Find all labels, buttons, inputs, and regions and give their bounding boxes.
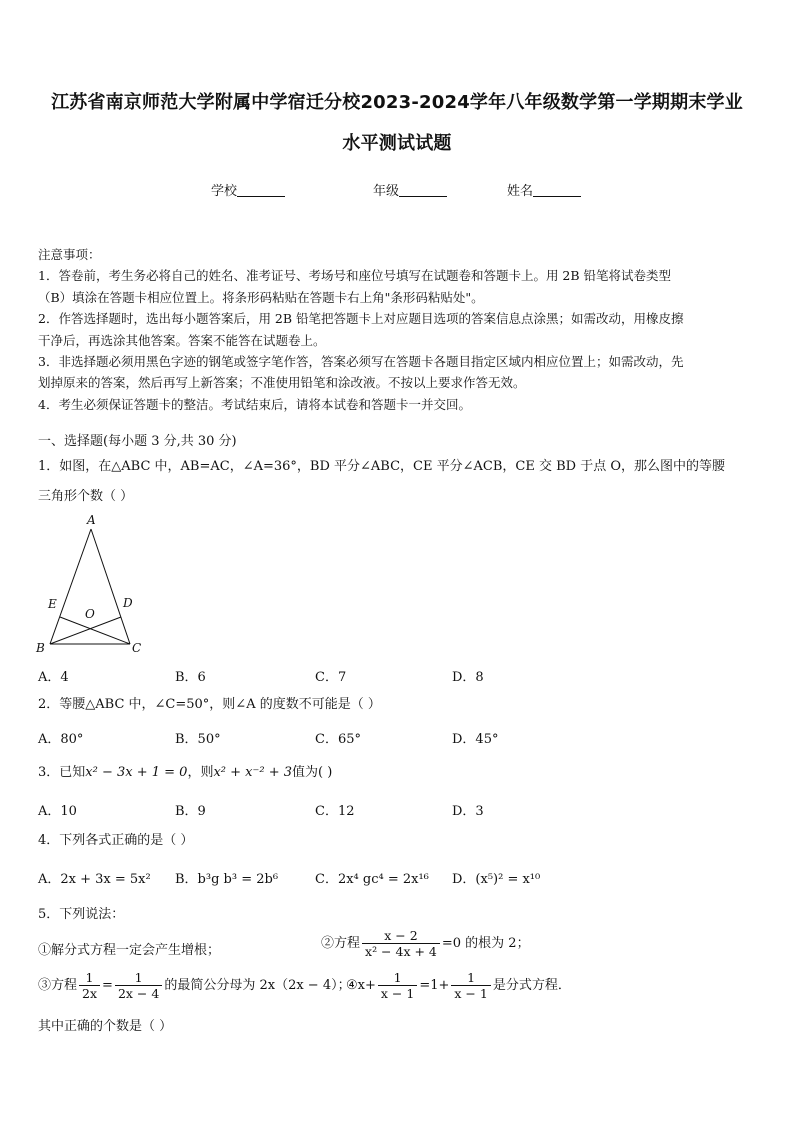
denominator: x − 1 xyxy=(380,986,415,1001)
question-5-text: 5．下列说法： xyxy=(38,907,125,922)
name-label: 姓名 xyxy=(507,184,534,199)
label-c: C xyxy=(132,641,142,655)
grade-blank[interactable] xyxy=(399,182,447,197)
school-blank[interactable] xyxy=(237,182,285,197)
segment-bd xyxy=(50,617,121,644)
equals-sign: =1+ xyxy=(419,978,450,993)
option-b[interactable]: B．6 xyxy=(175,670,206,685)
fraction xyxy=(362,928,440,959)
denominator: x² − 4x + 4 xyxy=(365,944,437,959)
statement-4 xyxy=(346,970,571,1001)
q3-prefix: 3．已知 xyxy=(38,765,86,780)
triangle-figure xyxy=(34,512,154,658)
student-info-row xyxy=(0,180,794,202)
question-1-text-cont: 三角形个数（ ） xyxy=(38,489,134,504)
option-c[interactable]: C．2x⁴ gc⁴ = 2x¹⁶ xyxy=(315,872,429,887)
segment-ce xyxy=(60,617,130,644)
notes-item: 1．答卷前，考生务必将自己的姓名、准考证号、考场号和座位号填写在试题卷和答题卡上。用 2B 铅笔将试卷类型 xyxy=(38,268,672,284)
numerator: 1 xyxy=(378,970,417,986)
question-4-text: 4．下列各式正确的是（ ） xyxy=(38,833,194,848)
label-e: E xyxy=(48,597,57,611)
option-a[interactable]: A．10 xyxy=(38,804,77,819)
notes-item: 2．作答选择题时，选出每小题答案后，用 2B 铅笔把答题卡上对应题目选项的答案信息点涂黑；如需改动，用橡皮擦 xyxy=(38,311,684,327)
notes-item: 4．考生必须保证答题卡的整洁。考试结束后，请将本试卷和答题卡一并交回。 xyxy=(38,396,471,412)
statement-2-prefix: ②方程 xyxy=(321,936,361,951)
denominator: 2x − 4 xyxy=(117,986,160,1001)
exam-title-line1: 江苏省南京师范大学附属中学宿迁分校2023-2024学年八年级数学第一学期期末学业 xyxy=(51,92,743,113)
notes-block xyxy=(38,244,758,415)
notes-heading: 注意事项： xyxy=(38,247,101,262)
statement-4-prefix: ④x+ xyxy=(346,978,376,993)
numerator: 1 xyxy=(451,970,490,986)
q3-expression: x² + x⁻² + 3 xyxy=(213,765,293,780)
option-a[interactable]: A．4 xyxy=(38,670,69,685)
exam-title-line2: 水平测试试题 xyxy=(342,133,452,154)
option-d[interactable]: D．(x⁵)² = x¹⁰ xyxy=(452,872,541,887)
q5-statement-row-1 xyxy=(38,928,762,968)
notes-item: （B）填涂在答题卡相应位置上。将条形码粘贴在答题卡右上角"条形码粘贴处"。 xyxy=(38,289,484,305)
numerator: 1 xyxy=(115,970,162,986)
grade-field[interactable] xyxy=(373,180,447,199)
option-d[interactable]: D．45° xyxy=(452,732,499,747)
grade-label: 年级 xyxy=(373,184,400,199)
notes-item: 3．非选择题必须用黑色字迹的钢笔或签字笔作答，答案必须写在答题卡各题目指定区域内相应位置上；如需改动，先 xyxy=(38,354,684,370)
option-b[interactable]: B．9 xyxy=(175,804,206,819)
school-label: 学校 xyxy=(211,184,238,199)
option-a[interactable]: A．2x + 3x = 5x² xyxy=(38,872,151,887)
option-c[interactable]: C．65° xyxy=(315,732,361,747)
option-b[interactable]: B．50° xyxy=(175,732,221,747)
statement-2-suffix: =0 的根为 2； xyxy=(441,936,530,951)
question-5-prompt: 其中正确的个数是（ ） xyxy=(38,1019,173,1034)
label-o: O xyxy=(85,607,95,621)
numerator: 1 xyxy=(79,970,100,986)
label-a: A xyxy=(87,513,96,527)
section-heading: 一、选择题(每小题 3 分,共 30 分) xyxy=(38,434,237,449)
name-field[interactable] xyxy=(507,180,581,199)
school-field[interactable] xyxy=(211,180,285,199)
q3-mid: ，则 xyxy=(187,765,214,780)
statement-3-suffix: 的最简公分母为 2x（2x − 4）； xyxy=(164,978,351,993)
option-b[interactable]: B．b³g b³ = 2b⁶ xyxy=(175,872,279,887)
notes-item: 干净后，再选涂其他答案。答案不能答在试题卷上。 xyxy=(38,332,326,348)
option-d[interactable]: D．8 xyxy=(452,670,484,685)
question-1-options xyxy=(38,666,762,686)
statement-4-suffix: 是分式方程． xyxy=(492,978,571,993)
q3-equation: x² − 3x + 1 = 0 xyxy=(85,765,188,780)
option-c[interactable]: C．7 xyxy=(315,670,347,685)
fraction xyxy=(451,970,490,1001)
fraction xyxy=(79,970,100,1001)
equals-sign: = xyxy=(102,978,113,993)
side-ac xyxy=(91,529,130,644)
label-b: B xyxy=(36,641,45,655)
question-4-options xyxy=(38,868,762,888)
denominator: x − 1 xyxy=(454,986,488,1001)
option-d[interactable]: D．3 xyxy=(452,804,484,819)
fraction xyxy=(378,970,417,1001)
numerator: x − 2 xyxy=(362,928,440,944)
statement-2 xyxy=(321,928,530,959)
question-1-text: 1．如图，在△ABC 中，AB=AC，∠A=36°，BD 平分∠ABC，CE 平分∠ACB，CE 交 BD 于点 O，那么图中的等腰 xyxy=(38,459,725,474)
statement-3 xyxy=(38,970,351,1001)
question-2-options xyxy=(38,728,762,748)
notes-item: 划掉原来的答案，然后再写上新答案；不准使用铅笔和涂改液。不按以上要求作答无效。 xyxy=(38,375,526,391)
q3-suffix: 值为( ) xyxy=(292,765,333,780)
fraction xyxy=(115,970,162,1001)
question-2-text: 2．等腰△ABC 中，∠C=50°，则∠A 的度数不可能是（ ） xyxy=(38,697,381,712)
q5-statement-row-2 xyxy=(38,972,762,1010)
statement-1: ①解分式方程一定会产生增根； xyxy=(38,943,221,958)
label-d: D xyxy=(123,596,133,610)
option-c[interactable]: C．12 xyxy=(315,804,355,819)
statement-3-prefix: ③方程 xyxy=(38,978,78,993)
denominator: 2x xyxy=(82,986,98,1001)
name-blank[interactable] xyxy=(533,182,581,197)
question-3-options xyxy=(38,800,762,820)
question-3-text xyxy=(38,760,762,786)
option-a[interactable]: A．80° xyxy=(38,732,84,747)
